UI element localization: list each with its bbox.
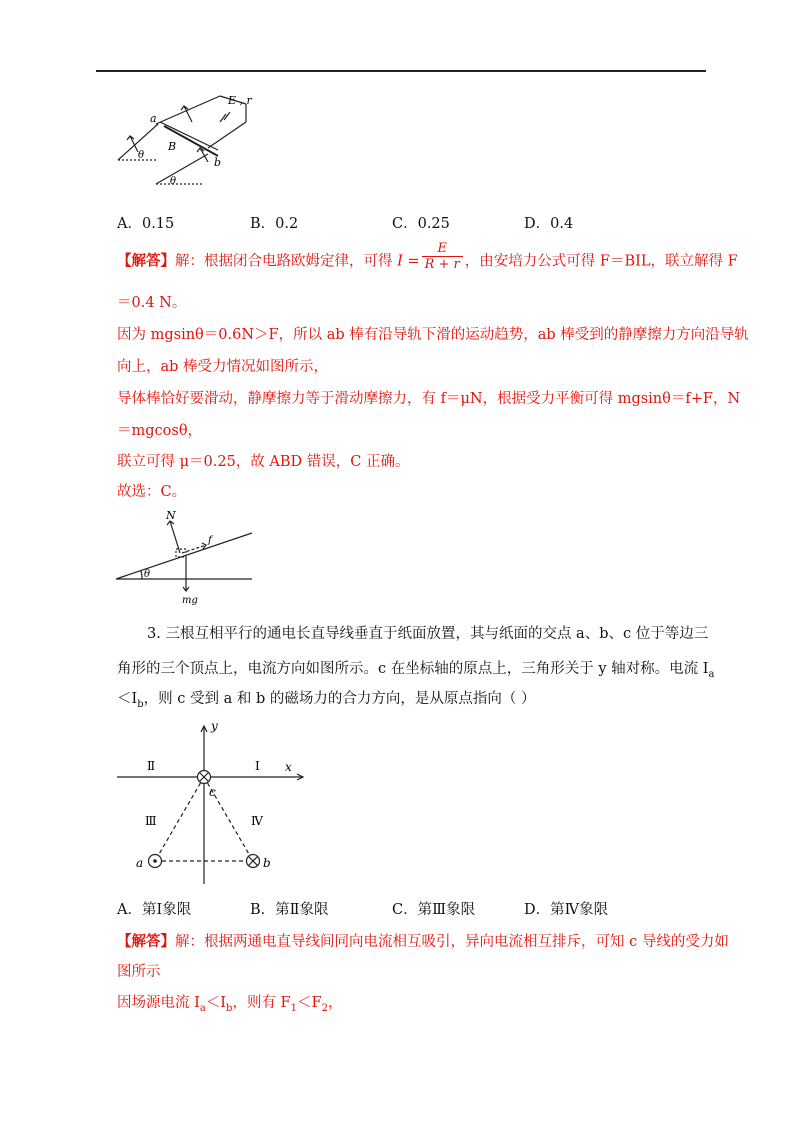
theta-label: θ bbox=[144, 569, 151, 580]
question-3-line-3: $<I_b$，则 c 受到 a 和 b 的磁场力的合力方向，是从原点指向（ ） bbox=[117, 691, 536, 710]
option-q3-d: D．第Ⅳ象限 bbox=[524, 902, 609, 918]
answer-2-line-7: 联立可得 μ＝0.25，故 ABD 错误，C 正确。 bbox=[117, 454, 410, 470]
force-diagram bbox=[110, 505, 260, 605]
x-axis-label: x bbox=[285, 760, 292, 774]
mg-label: mg bbox=[182, 595, 198, 605]
option-d: D．0.4 bbox=[524, 216, 574, 232]
option-c: C．0.25 bbox=[392, 216, 450, 232]
y-axis-label: y bbox=[211, 719, 218, 733]
answer-3-line-2: 图所示 bbox=[117, 964, 161, 980]
answer-3-line-3: 因场源电流 $I_a<I_b$，则有 $F_1<F_2$， bbox=[117, 995, 343, 1014]
answer-2-line-2: ＝0.4 N。 bbox=[117, 295, 187, 311]
option-a: A．0.15 bbox=[117, 216, 175, 232]
answer-2-line-5: 导体棒恰好要滑动，静摩擦力等于滑动摩擦力，有 f＝μN，根据受力平衡可得 mgsinθ＝f+F，N bbox=[117, 391, 741, 407]
header-rule bbox=[96, 70, 706, 72]
a-label: a bbox=[150, 112, 157, 125]
quadrant-4-label: Ⅳ bbox=[251, 814, 263, 828]
answer-2-line-6: ＝mgcosθ， bbox=[117, 423, 203, 439]
b-label: b bbox=[214, 156, 222, 169]
quadrant-3-label: Ⅲ bbox=[145, 814, 157, 828]
c-label: c bbox=[209, 785, 216, 799]
emf-fraction: $\frac{E}{R + r}$ bbox=[422, 241, 463, 272]
answer-tag: 【解答】 bbox=[117, 252, 175, 270]
quadrant-1-label: I bbox=[255, 759, 260, 773]
option-q3-b: B．第Ⅱ象限 bbox=[250, 902, 329, 918]
option-b: B．0.2 bbox=[250, 216, 299, 232]
answer-3-tag: 【解答】 bbox=[117, 933, 175, 950]
answer-3-line-1: 【解答】解：根据两通电直导线间同向电流相互吸引，异向电流相互排斥，可知 c 导线的受力如 bbox=[117, 933, 729, 950]
n-label: N bbox=[166, 509, 176, 522]
a-point-label: a bbox=[136, 856, 144, 870]
answer-2-line-1: 【解答】解：根据闭合电路欧姆定律，可得 I = $\frac{E}{R + r}$ ，由安培力公式可得 F＝BIL，联立解得 F bbox=[117, 241, 738, 272]
coordinate-figure bbox=[115, 718, 325, 888]
option-q3-a: A．第Ⅰ象限 bbox=[117, 902, 192, 918]
f-label: f bbox=[208, 535, 212, 546]
theta-label-1: θ bbox=[138, 150, 145, 161]
answer-2-line-4: 向上，ab 棒受力情况如图所示， bbox=[117, 359, 329, 375]
answer-2-line-3: 因为 mgsinθ＝0.6N＞F，所以 ab 棒有沿导轨下滑的运动趋势，ab 棒受到的静摩擦力方向沿导轨 bbox=[117, 327, 749, 343]
question-3-line-1: 3. 三根互相平行的通电长直导线垂直于纸面放置，其与纸面的交点 a、b、c 位于等边三 bbox=[147, 626, 709, 642]
option-q3-c: C．第Ⅲ象限 bbox=[392, 902, 476, 918]
quadrant-2-label: Ⅱ bbox=[147, 759, 156, 773]
b-point-label: b bbox=[263, 856, 271, 870]
question-3-line-2: 角形的三个顶点上，电流方向如图所示。c 在坐标轴的原点上，三角形关于 y 轴对称。电流 $I_a$ bbox=[117, 661, 715, 680]
er-label: E , r bbox=[228, 94, 252, 107]
answer-2-line-8: 故选：C。 bbox=[117, 484, 187, 500]
rail-figure bbox=[108, 92, 268, 192]
b-field-label: B bbox=[168, 140, 177, 153]
theta-label-2: θ bbox=[170, 176, 177, 187]
